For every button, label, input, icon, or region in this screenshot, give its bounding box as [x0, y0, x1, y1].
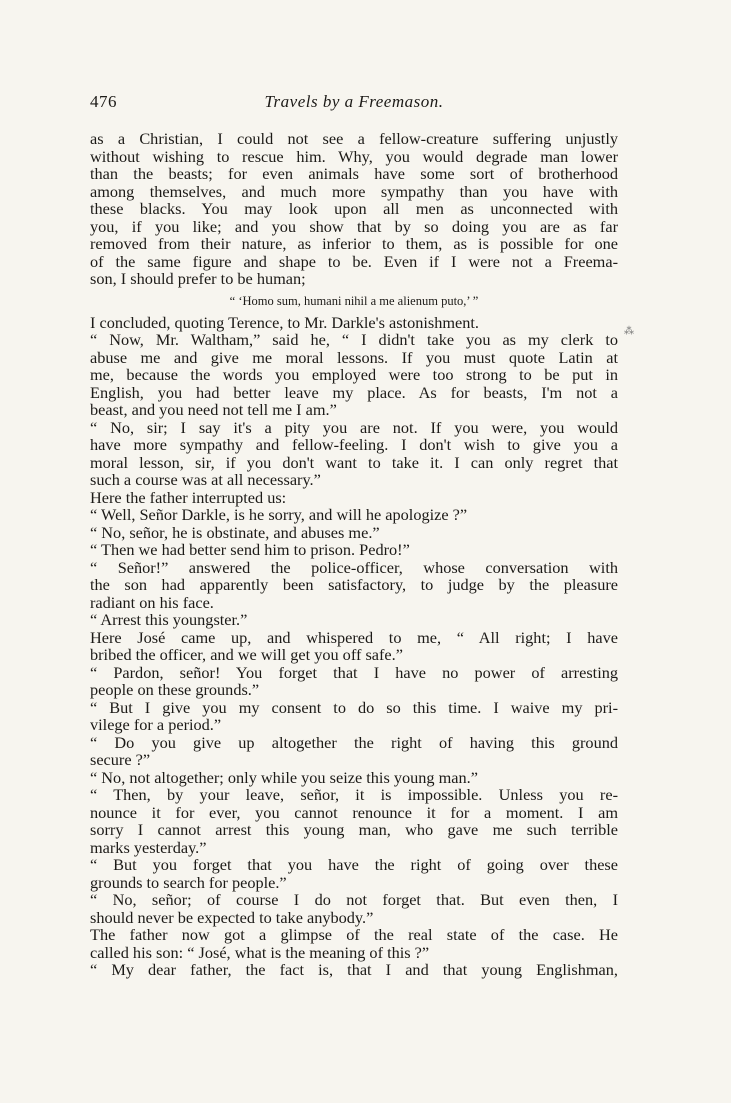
text-line: me, because the words you employed were too strong to be put in	[90, 365, 618, 384]
text-line: “ Pardon, señor! You forget that I have no power of arresting	[90, 662, 618, 682]
text-line: “ No, señor, he is obstinate, and abuses me.”	[90, 522, 380, 542]
text-line: among themselves, and much more sympathy than you have with	[90, 181, 618, 201]
text-line: “ Well, Señor Darkle, is he sorry, and will he apologize ?”	[90, 505, 468, 524]
text-line: beast, and you need not tell me I am.”	[90, 400, 337, 419]
text-line: son, I should prefer to be human;	[90, 269, 306, 288]
text-line: moral lesson, sir, if you don't want to take it. I can only regret that	[90, 452, 618, 472]
text-line: I concluded, quoting Terence, to Mr. Darkle's astonishment.	[90, 312, 479, 332]
text-line: removed from their nature, as inferior to them, as is possible for one	[90, 234, 618, 253]
text-line: The father now got a glimpse of the real state of the case. He	[90, 925, 618, 944]
text-line: Here José came up, and whispered to me, “ All right; I have	[90, 627, 618, 647]
text-line: “ No, not altogether; only while you seize this young man.”	[90, 767, 478, 787]
running-title: Travels by a Freemason.	[264, 92, 444, 111]
text-line: you, if you like; and you show that by so doing you are as far	[90, 216, 618, 236]
text-line: nounce it for ever, you cannot renounce it for a moment. I am	[90, 802, 618, 822]
text-line: vilege for a period.”	[90, 715, 222, 734]
text-line: “ Now, Mr. Waltham,” said he, “ I didn't take you as my clerk to	[90, 330, 618, 349]
text-line: secure ?”	[90, 750, 151, 769]
text-line: “ No, sir; I say it's a pity you are not. If you were, you would	[90, 417, 618, 437]
text-line: abuse me and give me moral lessons. If you must quote Latin at	[90, 347, 618, 367]
text-line: “ But you forget that you have the right of going over these	[90, 855, 618, 874]
text-line: the son had apparently been satisfactory, to judge by the pleasure	[90, 575, 618, 594]
text-line: people on these grounds.”	[90, 680, 260, 699]
text-line: “ Arrest this youngster.”	[90, 610, 248, 629]
text-line: “ Señor!” answered the police-officer, whose conversation with	[90, 557, 618, 577]
text-line: of the same figure and shape to be. Even if I were not a Freema-	[90, 251, 618, 271]
text-line: grounds to search for people.”	[90, 872, 287, 892]
page-header	[90, 92, 618, 116]
body-text	[90, 130, 618, 979]
text-line: than the beasts; for even animals have some sort of brotherhood	[90, 164, 618, 183]
text-line: should never be expected to take anybody.”	[90, 907, 374, 927]
text-line: Here the father interrupted us:	[90, 487, 287, 507]
text-line: “ But I give you my consent to do so this time. I waive my pri-	[90, 697, 618, 717]
text-line: marks yesterday.”	[90, 837, 207, 857]
text-line: these blacks. You may look upon all men as unconnected with	[90, 199, 618, 218]
text-line: “ My dear father, the fact is, that I and that young Englishman,	[90, 960, 618, 979]
page-number: 476	[90, 92, 117, 111]
print-speck: ⁂	[624, 326, 634, 337]
text-line: without wishing to rescue him. Why, you would degrade man lower	[90, 146, 618, 166]
text-line: “ Then, by your leave, señor, it is impossible. Unless you re-	[90, 785, 618, 804]
text-line: “ Then we had better send him to prison. Pedro!”	[90, 540, 410, 559]
text-line: sorry I cannot arrest this young man, who gave me such terrible	[90, 820, 618, 839]
text-line: called his son: “ José, what is the meaning of this ?”	[90, 942, 430, 962]
text-line: “ No, señor; of course I do not forget that. But even then, I	[90, 890, 618, 909]
text-line: such a course was at all necessary.”	[90, 470, 321, 489]
text-line: radiant on his face.	[90, 592, 214, 612]
text-line: bribed the officer, and we will get you off safe.”	[90, 645, 403, 664]
text-line: English, you had better leave my place. As for beasts, I'm not a	[90, 382, 618, 402]
latin-quotation-line: “ ‘Homo sum, humani nihil a me alienum puto,’ ”	[229, 293, 479, 308]
text-line: as a Christian, I could not see a fellow-creature suffering unjustly	[90, 129, 618, 148]
text-line: “ Do you give up altogether the right of having this ground	[90, 732, 618, 752]
text-line: have more sympathy and fellow-feeling. I don't wish to give you a	[90, 435, 618, 454]
